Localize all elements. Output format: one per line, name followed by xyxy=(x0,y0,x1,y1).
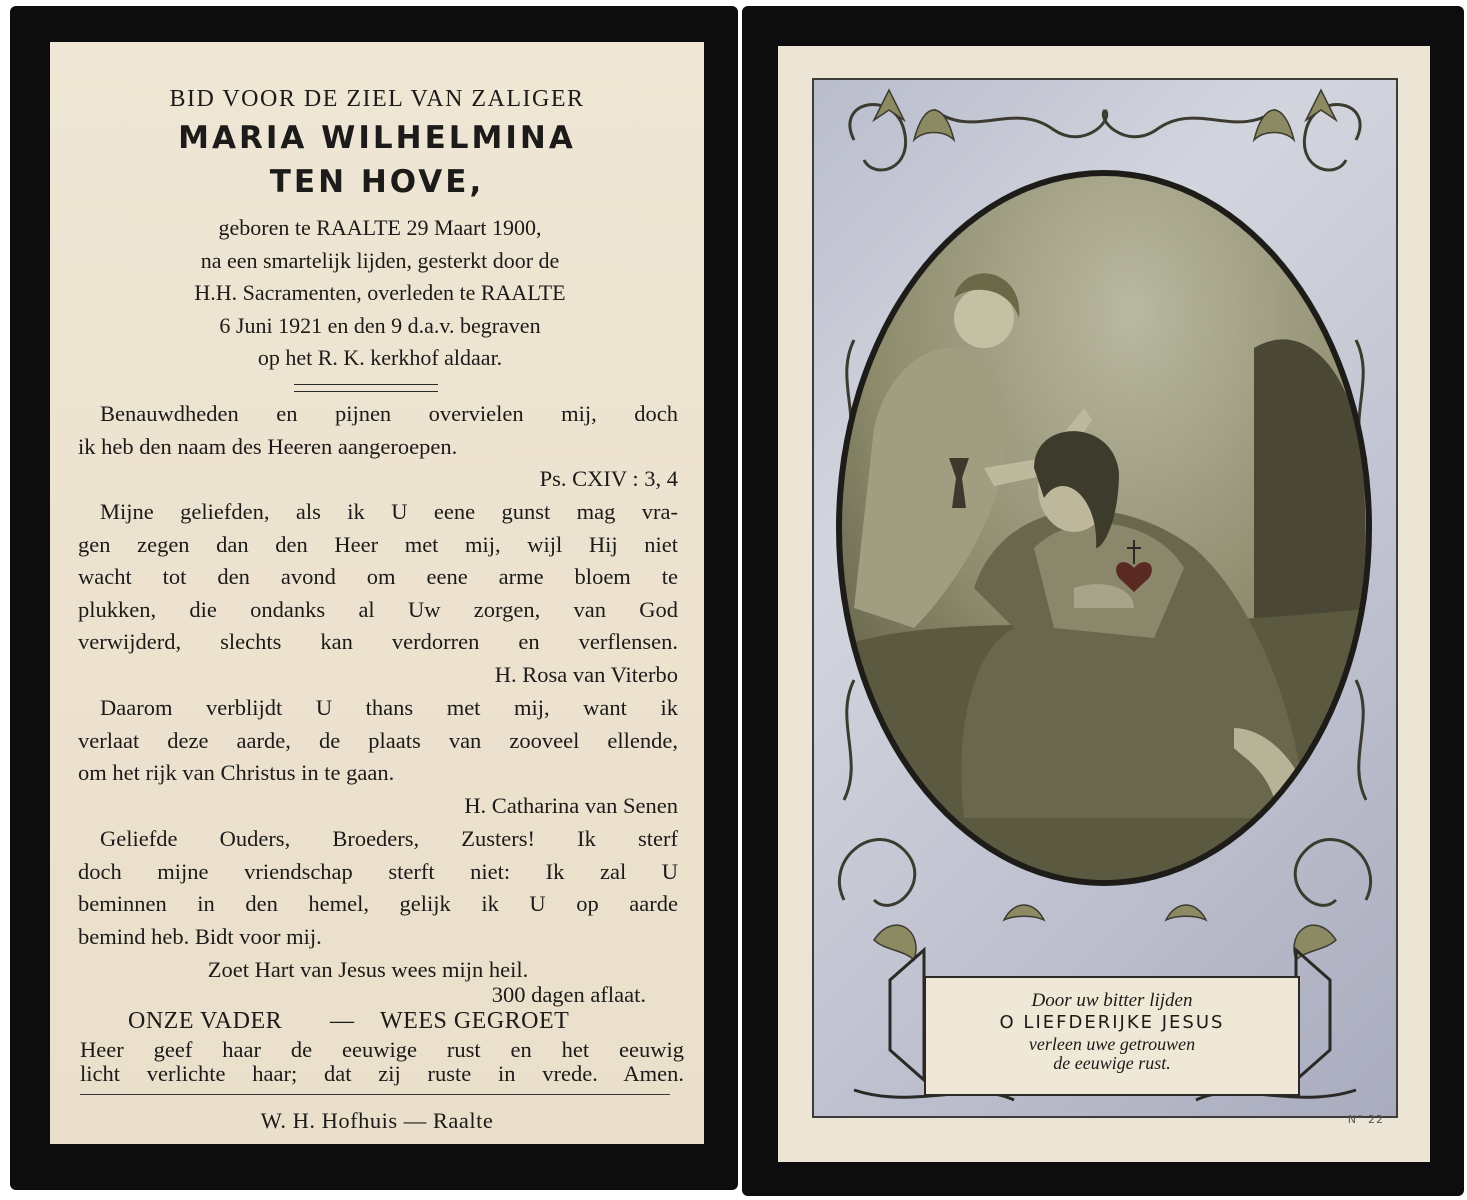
deceased-name-last: TEN HOVE, xyxy=(269,164,485,200)
prayer-hail-mary: WEES GEGROET xyxy=(380,1008,570,1034)
quote-source: H. Rosa van Viterbo xyxy=(494,661,678,687)
quote-line: beminnen in den hemel, gelijk ik U op aarde xyxy=(78,891,678,917)
birth-line: 6 Juni 1921 en den 9 d.a.v. begraven xyxy=(219,312,541,338)
quote-source: H. Catharina van Senen xyxy=(464,792,678,818)
double-divider xyxy=(294,384,438,392)
ornamental-silver-frame xyxy=(812,78,1398,1118)
left-card-paper xyxy=(50,42,704,1144)
quote-source: Ps. CXIV : 3, 4 xyxy=(539,466,678,492)
quote-line: Benauwdheden en pijnen overvielen mij, doch xyxy=(100,401,678,426)
quote-line: bemind heb. Bidt voor mij. xyxy=(78,923,322,949)
left-mourning-card xyxy=(10,6,738,1190)
deceased-name-first: MARIA WILHELMINA xyxy=(178,120,576,156)
birth-line: geboren te RAALTE 29 Maart 1900, xyxy=(218,215,542,240)
catharina-quote xyxy=(78,692,678,822)
birth-death-details xyxy=(90,212,670,375)
card-number: N° 22 xyxy=(1347,1113,1384,1126)
footer-divider xyxy=(80,1094,670,1095)
banner-line: O LIEFDERIJKE JESUS xyxy=(999,1012,1225,1033)
invocation: Zoet Hart van Jesus wees mijn heil. xyxy=(207,957,529,982)
birth-line: op het R. K. kerkhof aldaar. xyxy=(257,345,503,370)
farewell-message xyxy=(78,823,678,953)
quote-line: gen zegen dan den Heer met mij, wijl Hij niet xyxy=(78,531,678,557)
birth-line: H.H. Sacramenten, overleden te RAALTE xyxy=(194,280,566,305)
quote-line: Daarom verblijdt U thans met mij, want ik xyxy=(100,695,678,720)
indulgence: 300 dagen aflaat. xyxy=(491,982,646,1007)
rosa-quote xyxy=(78,496,678,692)
quote-line: doch mijne vriendschap sterft niet: Ik zal U xyxy=(78,858,678,884)
gethsemane-illustration xyxy=(834,168,1374,888)
quote-line: Geliefde Ouders, Broeders, Zusters! Ik sterf xyxy=(100,826,678,851)
right-card-paper xyxy=(778,46,1430,1162)
prayer-dash: — xyxy=(330,1008,355,1034)
prayer-line: Heer geef haar de eeuwige rust en het eeuwig xyxy=(80,1037,684,1062)
quote-line: om het rijk van Christus in te gaan. xyxy=(78,760,395,786)
banner-line: de eeuwige rust. xyxy=(1053,1053,1171,1073)
devotional-banner xyxy=(924,976,1300,1096)
prayer-our-father: ONZE VADER xyxy=(128,1008,283,1034)
quote-line: Mijne geliefden, als ik U eene gunst mag vra- xyxy=(100,499,678,524)
quote-line: wacht tot den avond om eene arme bloem te xyxy=(78,564,678,590)
eternal-rest-prayer xyxy=(80,1038,684,1086)
banner-line: verleen uwe getrouwen xyxy=(1028,1034,1196,1054)
quote-line: verwijderd, slechts kan verdorren en verflensen. xyxy=(78,629,678,655)
prayer-header: BID VOOR DE ZIEL VAN ZALIGER xyxy=(169,86,585,112)
devotional-image xyxy=(834,168,1374,888)
psalm-quote xyxy=(78,398,678,496)
banner-line: Door uw bitter lijden xyxy=(1031,990,1193,1011)
quote-line: ik heb den naam des Heeren aangeroepen. xyxy=(78,433,458,459)
quote-line: verlaat deze aarde, de plaats van zooveel ellende, xyxy=(78,727,678,753)
prayer-line: licht verlichte haar; dat zij ruste in vrede. Amen. xyxy=(80,1061,684,1086)
printer-credit: W. H. Hofhuis — Raalte xyxy=(260,1108,494,1133)
birth-line: na een smartelijk lijden, gesterkt door de xyxy=(200,247,560,273)
right-mourning-card xyxy=(742,6,1464,1196)
quote-line: plukken, die ondanks al Uw zorgen, van God xyxy=(78,596,678,622)
